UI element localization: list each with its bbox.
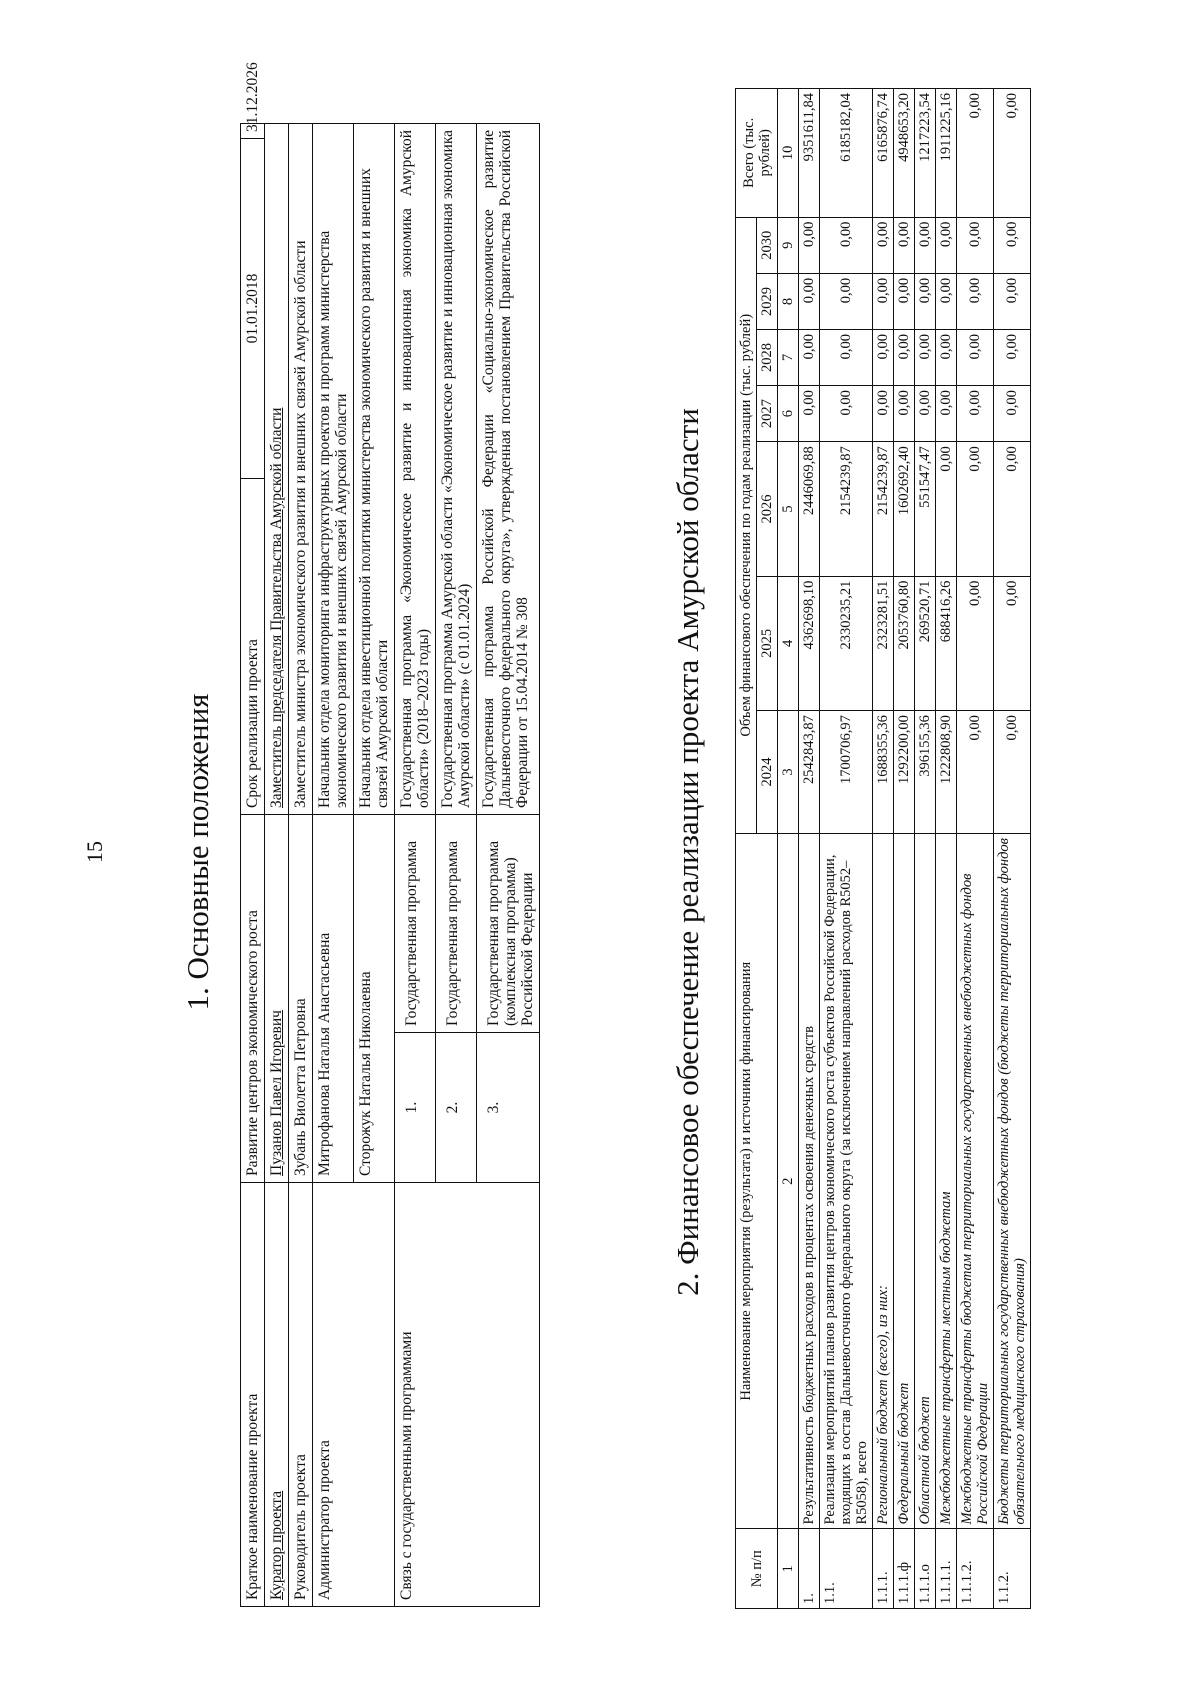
table-row xyxy=(994,89,1031,1609)
value-admin-2-position: Начальник отдела инвестиционной политики министерства экономического развития и внешних связей Амурской области xyxy=(354,124,395,815)
row-year-value: 0,00 xyxy=(936,217,957,273)
row-year-value: 0,00 xyxy=(957,386,994,442)
row-year-value: 2323281,51 xyxy=(873,576,894,710)
table-row xyxy=(957,89,994,1609)
header-year: 2026 xyxy=(757,442,778,576)
row-year-value: 269520,71 xyxy=(915,576,936,710)
link-3-num: 3. xyxy=(477,1033,540,1183)
row-year-value: 1222808,90 xyxy=(936,711,957,834)
row-name: Федеральный бюджет xyxy=(894,833,915,1529)
col-number: 6 xyxy=(778,386,799,442)
table-row xyxy=(820,89,873,1609)
row-year-value: 0,00 xyxy=(873,329,894,385)
row-year-value: 0,00 xyxy=(936,442,957,576)
row-year-value: 0,00 xyxy=(957,217,994,273)
row-name: Межбюджетные трансферты местным бюджетам xyxy=(936,833,957,1529)
financing-table xyxy=(735,88,1031,1609)
row-year-value: 0,00 xyxy=(915,329,936,385)
row-number: 1.1.2. xyxy=(994,1529,1031,1609)
row-name: Реализация мероприятий планов развития центров экономического роста субъектов Российской Федерации, входящих в состав Дальневосточного федерального округа (за исключением направлений расходов R5052–R5058), всего xyxy=(820,833,873,1529)
row-year-value: 0,00 xyxy=(894,386,915,442)
row-year-value: 0,00 xyxy=(873,386,894,442)
value-admin-1-name: Митрофанова Наталья Анастасьевна xyxy=(313,814,354,1182)
row-total-value: 1911225,16 xyxy=(936,89,957,218)
financing-table-body xyxy=(799,89,1031,1609)
row-total-value: 1217223,54 xyxy=(915,89,936,218)
row-year-value: 0,00 xyxy=(957,273,994,329)
label-links: Связь с государственными программами xyxy=(395,1183,540,1607)
row-year-value: 2154239,87 xyxy=(873,442,894,576)
row-year-value: 4362698,10 xyxy=(799,576,820,710)
row-year-value: 1688355,36 xyxy=(873,711,894,834)
table-row xyxy=(894,89,915,1609)
row-year-value: 0,00 xyxy=(820,386,873,442)
row-year-value: 0,00 xyxy=(820,329,873,385)
row-year-value: 0,00 xyxy=(799,217,820,273)
link-2-text: Государственная программа Амурской области «Экономическое развитие и инновационная экономика Амурской области» (с 01.01.2024) xyxy=(436,124,477,815)
row-year-value: 0,00 xyxy=(873,217,894,273)
row-year-value: 0,00 xyxy=(957,711,994,834)
row-total-value: 6165876,74 xyxy=(873,89,894,218)
row-year-value: 396155,36 xyxy=(915,711,936,834)
header-total: Всего (тыс. рублей) xyxy=(736,89,778,218)
col-number: 9 xyxy=(778,217,799,273)
row-name: Региональный бюджет (всего), из них: xyxy=(873,833,894,1529)
row-year-value: 0,00 xyxy=(820,217,873,273)
row-short-name xyxy=(241,124,265,1607)
row-link-1 xyxy=(395,124,436,1607)
row-curator xyxy=(265,124,289,1607)
section-1-title: 1. Основные положения xyxy=(180,693,215,1011)
link-1-type: Государственная программа xyxy=(395,814,436,1032)
row-year-value: 0,00 xyxy=(994,273,1031,329)
row-year-value: 0,00 xyxy=(994,442,1031,576)
col-number: 8 xyxy=(778,273,799,329)
col-number: 10 xyxy=(778,89,799,218)
row-total-value: 4948653,20 xyxy=(894,89,915,218)
row-year-value: 0,00 xyxy=(994,576,1031,710)
row-total-value: 9351611,84 xyxy=(799,89,820,218)
table-row xyxy=(915,89,936,1609)
header-year: 2030 xyxy=(757,217,778,273)
row-total-value: 0,00 xyxy=(994,89,1031,218)
header-year: 2027 xyxy=(757,386,778,442)
link-2-type: Государственная программа xyxy=(436,814,477,1032)
value-curator-position: Заместитель председателя Правительства Амурской области xyxy=(265,124,289,815)
row-year-value: 0,00 xyxy=(894,329,915,385)
row-number: 1. xyxy=(799,1529,820,1609)
row-year-value: 0,00 xyxy=(799,329,820,385)
value-admin-1-position: Начальник отдела мониторинга инфраструктурных проектов и программ министерства экономического развития и внешних связей Амурской области xyxy=(313,124,354,815)
link-1-num: 1. xyxy=(395,1033,436,1183)
row-year-value: 0,00 xyxy=(894,273,915,329)
row-year-value: 2446069,88 xyxy=(799,442,820,576)
row-year-value: 0,00 xyxy=(915,386,936,442)
label-admin: Администратор проекта xyxy=(313,1183,395,1607)
col-number: 5 xyxy=(778,442,799,576)
value-curator-name: Пузанов Павел Игоревич xyxy=(265,814,289,1182)
row-year-value: 0,00 xyxy=(994,217,1031,273)
col-number: 4 xyxy=(778,576,799,710)
value-end-date: 31.12.2026 xyxy=(241,124,265,139)
row-name: Бюджеты территориальных государственных внебюджетных фондов (бюджеты территориальных фондов обязательного медицинского страхования) xyxy=(994,833,1031,1529)
table-row xyxy=(799,89,820,1609)
label-short-name: Краткое наименование проекта xyxy=(241,1183,265,1607)
link-3-text: Государственная программа Российской Федерации «Социально-экономическое развитие Дальневосточного федерального округа», утвержденная постановлением Правительства Российской Федерации от 15.04.2014 № 308 xyxy=(477,124,540,815)
header-year: 2028 xyxy=(757,329,778,385)
row-year-value: 0,00 xyxy=(936,329,957,385)
row-year-value: 0,00 xyxy=(799,386,820,442)
row-year-value: 0,00 xyxy=(936,386,957,442)
row-year-value: 0,00 xyxy=(915,273,936,329)
row-year-value: 0,00 xyxy=(957,329,994,385)
header-row-1 xyxy=(736,89,757,1609)
row-number: 1.1.1.1. xyxy=(936,1529,957,1609)
row-year-value: 2154239,87 xyxy=(820,442,873,576)
label-curator: Куратор проекта xyxy=(265,1183,289,1607)
value-start-date: 01.01.2018 xyxy=(241,138,265,478)
link-2-num: 2. xyxy=(436,1033,477,1183)
row-admin-1 xyxy=(313,124,354,1607)
row-number: 1.1.1. xyxy=(873,1529,894,1609)
row-year-value: 0,00 xyxy=(936,273,957,329)
row-year-value: 2053760,80 xyxy=(894,576,915,710)
row-year-value: 1700706,97 xyxy=(820,711,873,834)
header-volume: Объем финансового обеспечения по годам реализации (тыс. рублей) xyxy=(736,217,757,833)
row-head xyxy=(289,124,313,1607)
value-head-position: Заместитель министра экономического развития и внешних связей Амурской области xyxy=(289,124,313,815)
label-head: Руководитель проекта xyxy=(289,1183,313,1607)
row-year-value: 0,00 xyxy=(915,217,936,273)
row-number: 1.1.1.о xyxy=(915,1529,936,1609)
table-row xyxy=(936,89,957,1609)
row-year-value: 1292200,00 xyxy=(894,711,915,834)
value-head-name: Зубань Виолетта Петровна xyxy=(289,814,313,1182)
row-year-value: 0,00 xyxy=(894,217,915,273)
row-year-value: 0,00 xyxy=(994,329,1031,385)
row-year-value: 0,00 xyxy=(957,576,994,710)
row-year-value: 0,00 xyxy=(957,442,994,576)
col-number: 3 xyxy=(778,711,799,834)
table-row xyxy=(873,89,894,1609)
header-num: № п/п xyxy=(736,1529,778,1609)
header-row-col-numbers xyxy=(778,89,799,1609)
row-year-value: 0,00 xyxy=(994,386,1031,442)
page-number: 15 xyxy=(82,841,107,863)
row-year-value: 0,00 xyxy=(873,273,894,329)
row-year-value: 1602692,40 xyxy=(894,442,915,576)
header-name: Наименование мероприятия (результата) и источники финансирования xyxy=(736,833,778,1529)
basic-info-table xyxy=(240,62,540,1607)
row-number: 1.1. xyxy=(820,1529,873,1609)
row-year-value: 0,00 xyxy=(994,711,1031,834)
value-admin-2-name: Сторожук Наталья Николаевна xyxy=(354,814,395,1182)
row-name: Межбюджетные трансферты бюджетам территориальных государственных внебюджетных фондов Российской Федерации xyxy=(957,833,994,1529)
value-short-name: Развитие центров экономического роста xyxy=(241,814,265,1182)
header-year: 2029 xyxy=(757,273,778,329)
row-year-value: 688416,26 xyxy=(936,576,957,710)
row-number: 1.1.1.2. xyxy=(957,1529,994,1609)
row-name: Результативность бюджетных расходов в процентах освоения денежных средств xyxy=(799,833,820,1529)
header-year: 2025 xyxy=(757,576,778,710)
col-number: 2 xyxy=(778,833,799,1529)
row-year-value: 0,00 xyxy=(820,273,873,329)
row-year-value: 551547,47 xyxy=(915,442,936,576)
row-name: Областной бюджет xyxy=(915,833,936,1529)
row-total-value: 6185182,04 xyxy=(820,89,873,218)
col-number: 7 xyxy=(778,329,799,385)
row-total-value: 0,00 xyxy=(957,89,994,218)
row-year-value: 2330235,21 xyxy=(820,576,873,710)
row-year-value: 2542843,87 xyxy=(799,711,820,834)
link-1-text: Государственная программа «Экономическое развитие и инновационная экономика Амурской области» (2018–2023 годы) xyxy=(395,124,436,815)
label-period: Срок реализации проекта xyxy=(241,478,265,814)
header-year: 2024 xyxy=(757,711,778,834)
row-number: 1.1.1.ф xyxy=(894,1529,915,1609)
section-2-title: 2. Финансовое обеспечение реализации проекта Амурской области xyxy=(670,408,705,1296)
link-3-type: Государственная программа (комплексная программа) Российской Федерации xyxy=(477,814,540,1032)
row-year-value: 0,00 xyxy=(799,273,820,329)
col-number: 1 xyxy=(778,1529,799,1609)
